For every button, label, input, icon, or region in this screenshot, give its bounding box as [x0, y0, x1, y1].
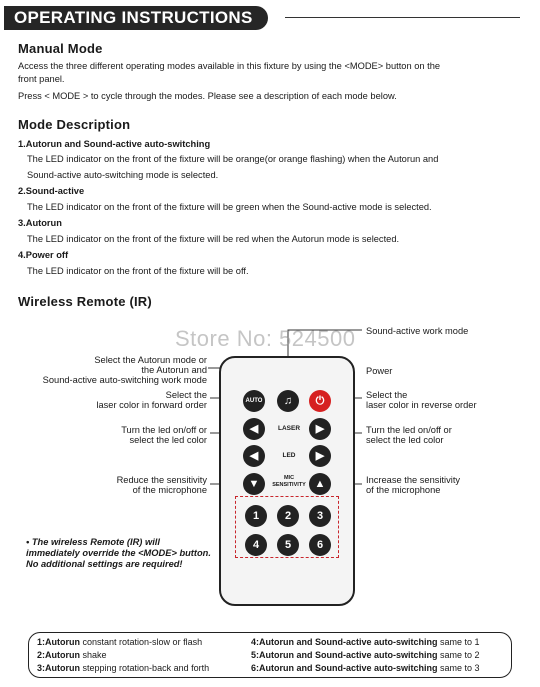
number-button-4[interactable]: 4: [245, 534, 267, 556]
store-watermark: Store No: 524500: [175, 326, 356, 351]
label-reduce-1: Reduce the sensitivity: [116, 475, 207, 485]
led-label: LED: [282, 452, 296, 459]
section-header: OPERATING INSTRUCTIONS: [4, 6, 268, 30]
mode-4-desc: The LED indicator on the front of the fixture will be off.: [27, 266, 249, 276]
table-value: stepping rotation-back and forth: [82, 663, 210, 673]
number-button-1[interactable]: 1: [245, 505, 267, 527]
mode-1-desc-1: The LED indicator on the front of the fixture will be orange(or orange flashing) when the Autorun and: [27, 154, 439, 164]
table-row: [251, 663, 480, 673]
power-icon: ⏻: [315, 395, 325, 407]
mode-3-heading: 3.Autorun: [18, 218, 62, 228]
arrow-left-icon: ◀: [249, 450, 259, 462]
laser-label: LASER: [277, 425, 301, 432]
mode-2-heading: 2.Sound-active: [18, 186, 85, 196]
table-row: [251, 650, 480, 660]
number-button-6[interactable]: 6: [309, 534, 331, 556]
table-key: 2:Autorun: [37, 650, 80, 660]
arrow-right-icon: ▶: [315, 423, 325, 435]
label-led-right-1: Turn the led on/off or: [366, 425, 452, 435]
label-laser-fwd-1: Select the: [165, 390, 207, 400]
mic-decrease-button[interactable]: [243, 473, 265, 495]
table-key: 5:Autorun and Sound-active auto-switching: [251, 650, 438, 660]
label-led-right-2: select the led color: [366, 435, 444, 445]
led-right-button[interactable]: [309, 445, 331, 467]
label-increase-1: Increase the sensitivity: [366, 475, 461, 485]
sound-active-button[interactable]: [277, 390, 299, 412]
table-value: constant rotation-slow or flash: [82, 637, 203, 647]
manual-line-1: Access the three different operating modes available in this fixture by using the <MODE> button on the: [18, 61, 441, 71]
power-button[interactable]: [309, 390, 331, 412]
number-button-3[interactable]: 3: [309, 505, 331, 527]
mode-4-heading: 4.Power off: [18, 250, 69, 260]
label-sound-active: Sound-active work mode: [366, 326, 469, 336]
music-note-icon: ♫: [283, 395, 293, 407]
remote-control: [219, 356, 355, 606]
table-key: 1:Autorun: [37, 637, 80, 647]
table-key: 6:Autorun and Sound-active auto-switching: [251, 663, 438, 673]
label-autorun-2: the Autorun and: [141, 365, 207, 375]
label-reduce-2: of the microphone: [132, 485, 207, 495]
mode-description-title: Mode Description: [18, 117, 131, 132]
number-button-5[interactable]: 5: [277, 534, 299, 556]
wireless-remote-title: Wireless Remote (IR): [18, 294, 152, 309]
table-row: [37, 663, 209, 673]
mic-label-2: SENSITIVITY: [272, 482, 306, 488]
mode-1-desc-2: Sound-active auto-switching mode is selected.: [27, 170, 219, 180]
label-led-left-2: select the led color: [129, 435, 207, 445]
table-row: [37, 650, 107, 660]
laser-reverse-button[interactable]: [309, 418, 331, 440]
remote-note: • The wireless Remote (IR) will immediately override the <MODE> button. No additional settings are required!: [26, 537, 211, 569]
label-laser-rev-2: laser color in reverse order: [366, 400, 477, 410]
numpad-highlight: [235, 496, 339, 558]
table-key: 3:Autorun: [37, 663, 80, 673]
manual-line-2: front panel.: [18, 74, 65, 84]
manual-line-3: Press < MODE > to cycle through the modes. Please see a description of each mode below.: [18, 91, 397, 101]
table-value: shake: [82, 650, 107, 660]
led-left-button[interactable]: [243, 445, 265, 467]
table-row: [251, 637, 480, 647]
label-laser-fwd-2: laser color in forward order: [96, 400, 207, 410]
auto-button[interactable]: AUTO: [243, 390, 265, 412]
label-led-left-1: Turn the led on/off or: [121, 425, 207, 435]
table-row: [37, 637, 202, 647]
mode-3-desc: The LED indicator on the front of the fixture will be red when the Autorun mode is selected.: [27, 234, 400, 244]
number-button-2[interactable]: 2: [277, 505, 299, 527]
arrow-right-icon: ▶: [315, 450, 325, 462]
table-value: same to 1: [440, 637, 480, 647]
table-value: same to 3: [440, 663, 480, 673]
mic-increase-button[interactable]: [309, 473, 331, 495]
arrow-up-icon: ▲: [314, 478, 326, 490]
label-power: Power: [366, 366, 393, 376]
arrow-down-icon: ▼: [248, 478, 260, 490]
label-increase-2: of the microphone: [366, 485, 441, 495]
label-laser-rev-1: Select the: [366, 390, 408, 400]
mode-2-desc: The LED indicator on the front of the fixture will be green when the Sound-active mode is selected.: [27, 202, 432, 212]
laser-forward-button[interactable]: [243, 418, 265, 440]
label-autorun-3: Sound-active auto-switching work mode: [42, 375, 207, 385]
label-autorun-1: Select the Autorun mode or: [94, 355, 207, 365]
table-key: 4:Autorun and Sound-active auto-switching: [251, 637, 438, 647]
table-value: same to 2: [440, 650, 480, 660]
mode-table: [28, 632, 512, 678]
mode-1-heading: 1.Autorun and Sound-active auto-switching: [18, 139, 211, 149]
arrow-left-icon: ◀: [249, 423, 259, 435]
manual-mode-title: Manual Mode: [18, 41, 103, 56]
mic-label-1: MIC: [283, 475, 295, 481]
mic-label: [267, 475, 311, 489]
